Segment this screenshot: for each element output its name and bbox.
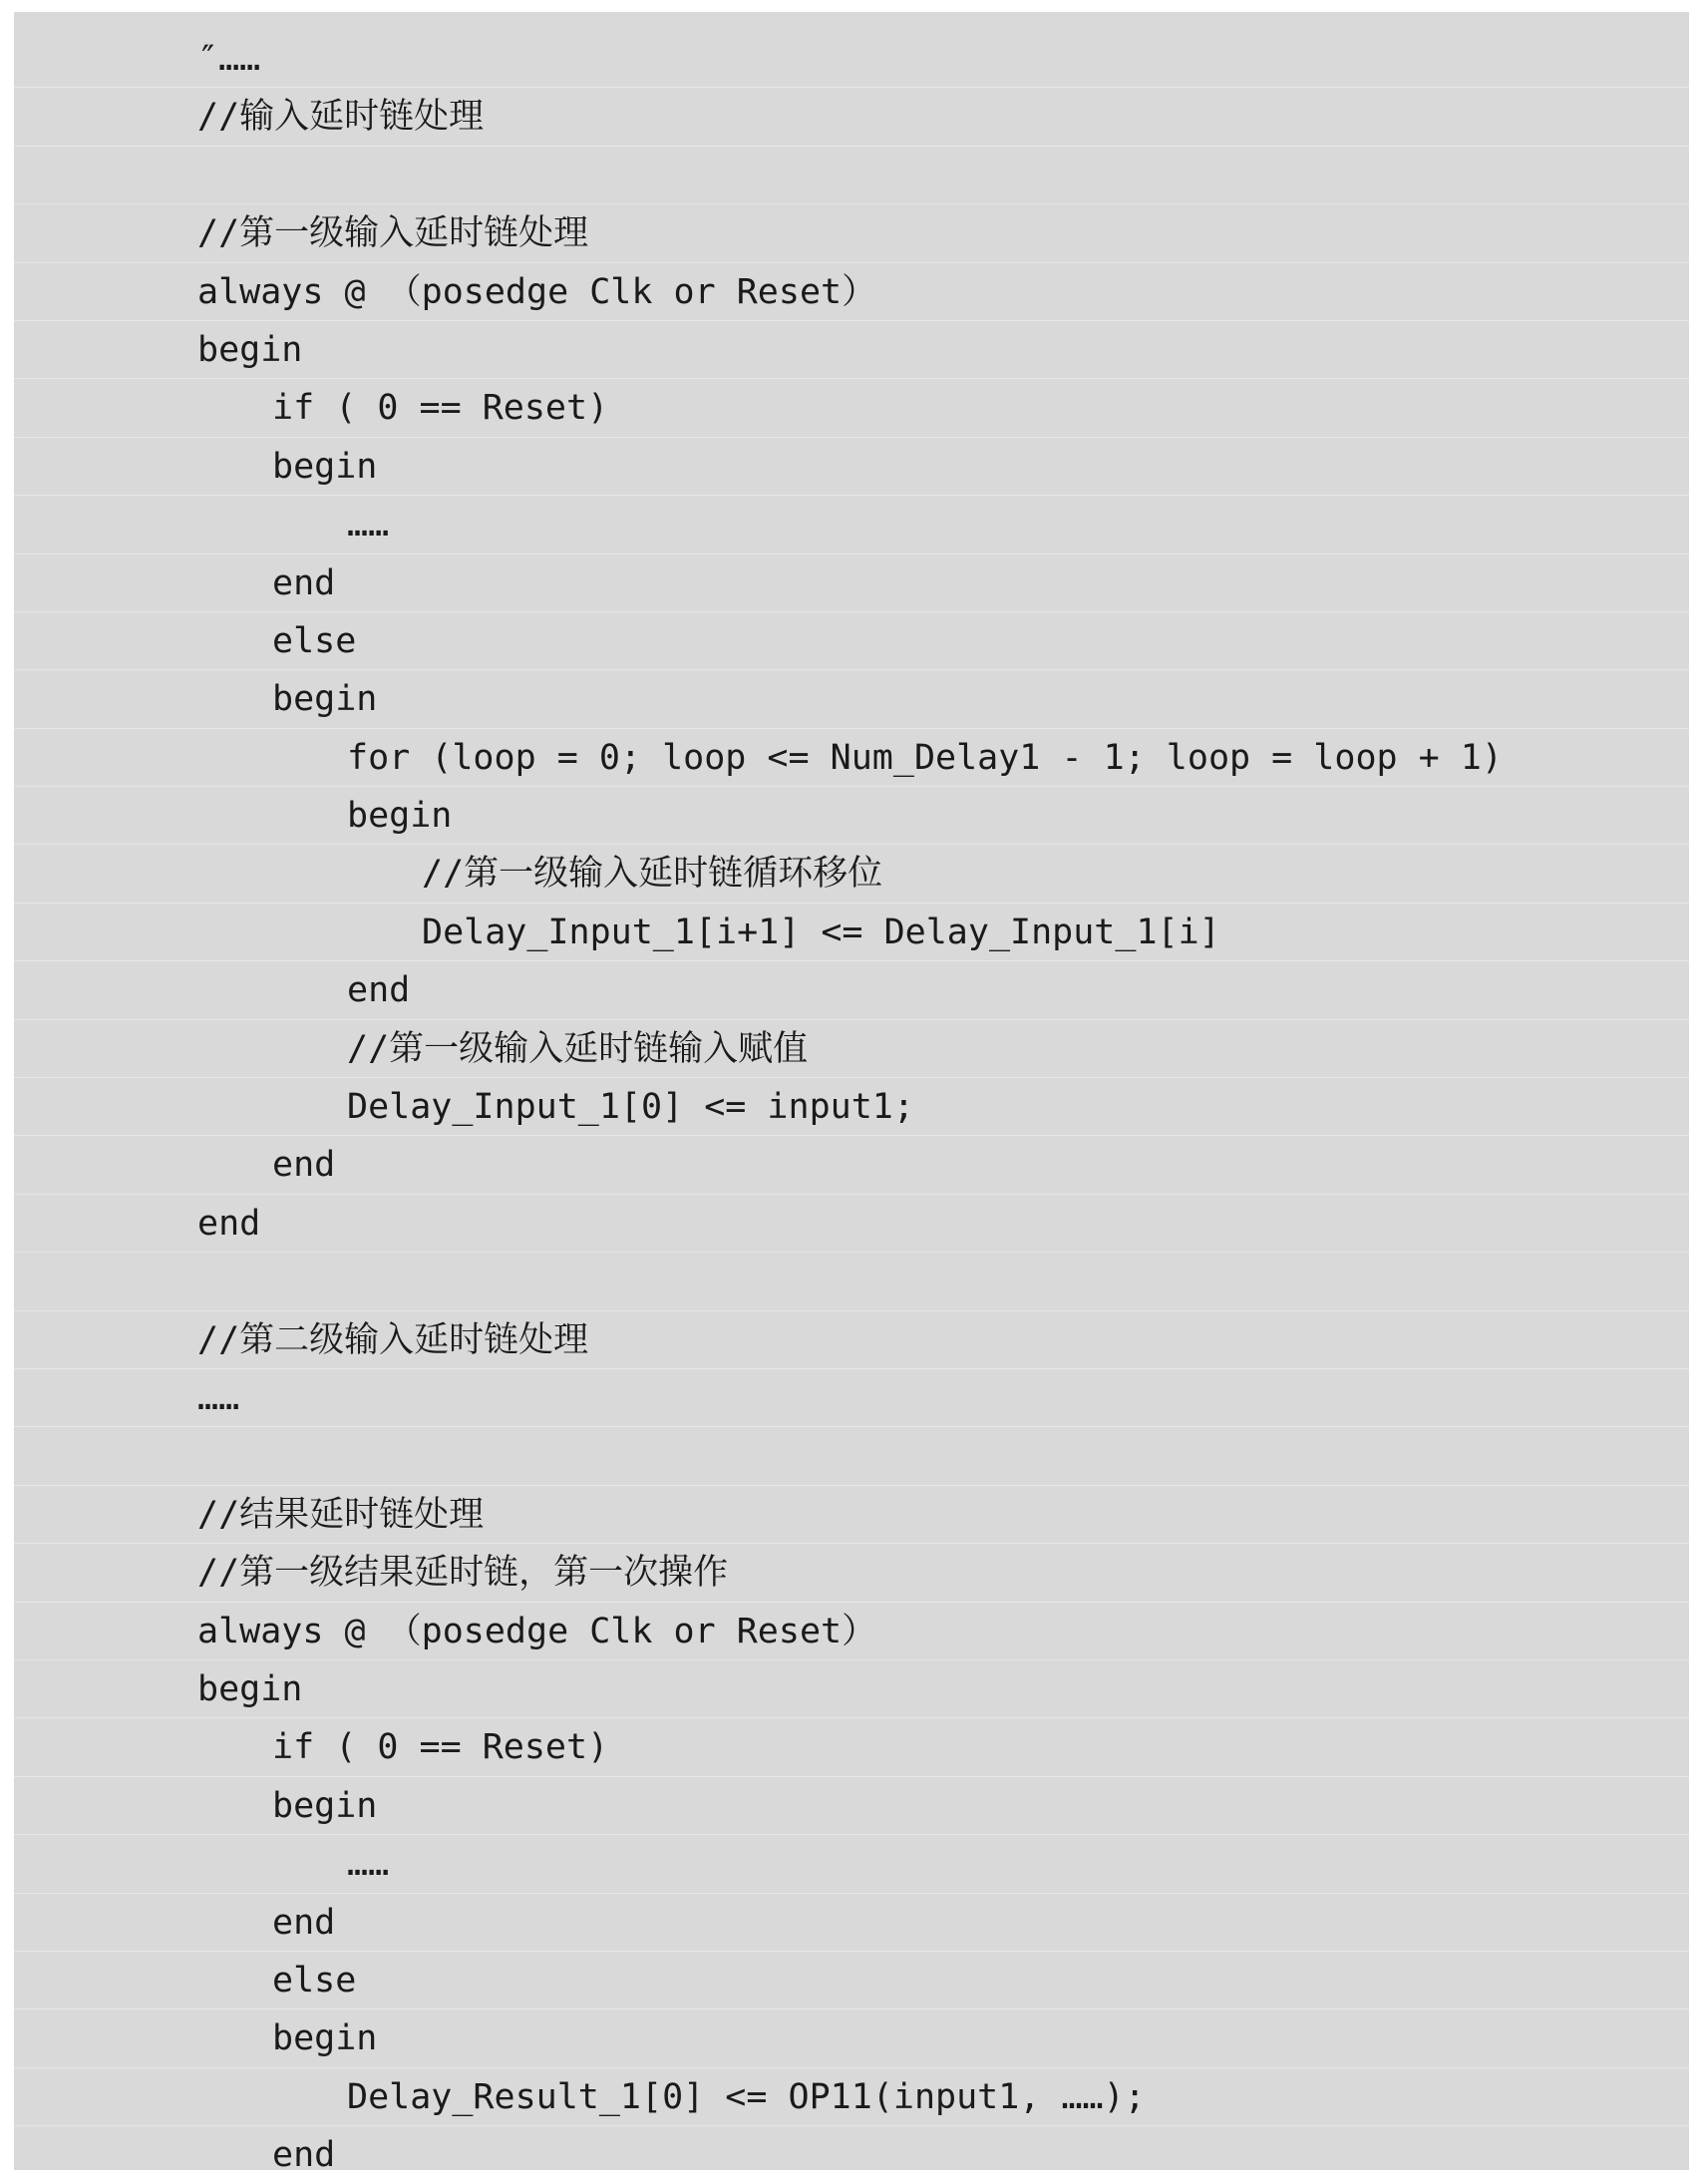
code-comment-line <box>14 204 1689 262</box>
code-line <box>14 2126 1689 2170</box>
code-text: end <box>272 562 336 603</box>
code-line <box>14 379 1689 437</box>
code-comment-line <box>14 1544 1689 1602</box>
code-comment-line <box>14 1486 1689 1544</box>
code-line <box>14 1369 1689 1427</box>
code-line <box>14 670 1689 728</box>
code-line <box>14 1603 1689 1660</box>
code-comment-line <box>14 1020 1689 1078</box>
code-text: begin <box>197 329 303 370</box>
code-text: if ( 0 == Reset) <box>272 388 609 429</box>
code-line <box>14 496 1689 553</box>
code-line <box>14 1777 1689 1835</box>
code-line <box>14 1078 1689 1136</box>
code-line <box>14 30 1689 88</box>
code-text: //第二级输入延时链处理 <box>197 1319 589 1360</box>
code-text: end <box>272 1145 336 1186</box>
code-lines <box>14 30 1689 2170</box>
code-line <box>14 263 1689 321</box>
code-text: …… <box>347 1844 390 1885</box>
code-text: begin <box>272 679 378 720</box>
code-text: end <box>197 1203 261 1244</box>
code-line <box>14 1718 1689 1776</box>
code-line <box>14 554 1689 612</box>
code-line <box>14 729 1689 787</box>
code-text: always @ （posedge Clk or Reset） <box>197 1611 877 1651</box>
code-line <box>14 321 1689 379</box>
code-line <box>14 1195 1689 1253</box>
code-listing <box>14 12 1689 2170</box>
code-text: Delay_Input_1[0] <= input1; <box>347 1087 914 1128</box>
code-comment-line <box>14 1311 1689 1369</box>
code-text: if ( 0 == Reset) <box>272 1727 609 1768</box>
code-text: //第一级输入延时链输入赋值 <box>347 1028 809 1069</box>
code-text: begin <box>272 2018 378 2059</box>
blank-line <box>14 1427 1689 1485</box>
blank-line <box>14 1253 1689 1310</box>
code-text: end <box>272 1902 336 1943</box>
code-text: …… <box>197 1377 240 1418</box>
code-text: begin <box>347 796 453 837</box>
code-text: always @ （posedge Clk or Reset） <box>197 271 877 312</box>
code-line <box>14 1952 1689 2009</box>
code-text: //第一级结果延时链，第一次操作 <box>197 1553 729 1594</box>
code-line <box>14 787 1689 845</box>
code-text: for (loop = 0; loop <= Num_Delay1 - 1; loop = loop + 1) <box>347 737 1503 778</box>
code-text: else <box>272 1960 357 2001</box>
code-line <box>14 961 1689 1019</box>
code-line <box>14 2009 1689 2067</box>
code-text: end <box>347 970 411 1011</box>
code-text: end <box>272 2135 336 2170</box>
code-text: //第一级输入延时链处理 <box>197 213 589 254</box>
code-text: //第一级输入延时链循环移位 <box>422 854 883 895</box>
code-text: begin <box>272 446 378 487</box>
code-text: else <box>272 620 357 661</box>
code-comment-line <box>14 845 1689 903</box>
code-text: ″…… <box>197 39 261 79</box>
code-line <box>14 1660 1689 1718</box>
blank-line <box>14 147 1689 204</box>
code-line <box>14 904 1689 961</box>
code-text: //输入延时链处理 <box>197 97 485 138</box>
code-comment-line <box>14 88 1689 146</box>
code-text: begin <box>272 1785 378 1826</box>
code-text: //结果延时链处理 <box>197 1494 485 1535</box>
code-text: Delay_Input_1[i+1] <= Delay_Input_1[i] <box>422 911 1220 952</box>
code-line <box>14 438 1689 496</box>
code-line <box>14 2068 1689 2126</box>
code-line <box>14 1136 1689 1194</box>
code-line <box>14 1835 1689 1893</box>
code-line <box>14 1894 1689 1952</box>
code-text: begin <box>197 1668 303 1709</box>
code-line <box>14 612 1689 670</box>
code-text: …… <box>347 505 390 546</box>
code-text: Delay_Result_1[0] <= OP11(input1, ……); <box>347 2076 1146 2117</box>
